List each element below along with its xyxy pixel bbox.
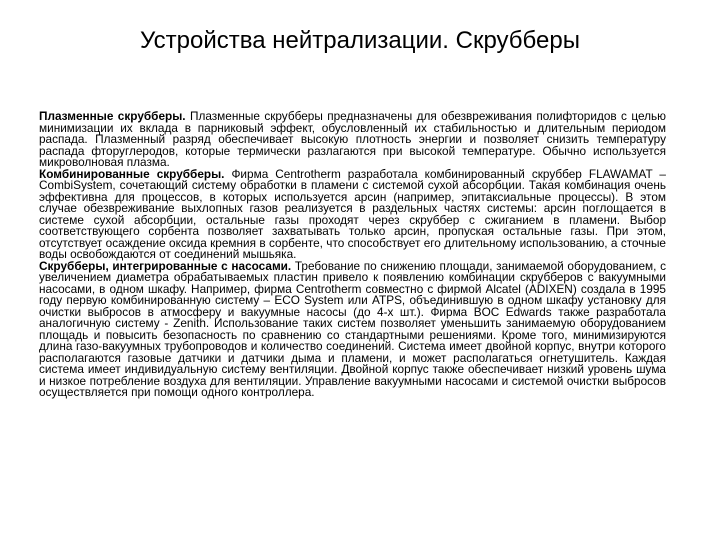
paragraph-text: Плазменные скрубберы предназначены для обезвреживания полифторидов с целью минимизации их вклада в парниковый эффект, обусловленный их стабильностью и длительным периодом распада. Плазменный разряд обеспечивает высокую плотность энергии и позволяет снизить температуру распада фторуглеродов, которые термически разлагаются при высокой температуре. Обычно используется микроволновая плазма. <box>39 109 667 169</box>
paragraph-heading: Комбинированные скрубберы. <box>39 166 225 181</box>
paragraph-plasma-scrubbers <box>39 111 666 169</box>
paragraph-pump-integrated-scrubbers <box>39 258 667 399</box>
paragraph-heading: Плазменные скрубберы. <box>39 109 186 123</box>
paragraph-text: Фирма Centrotherm разработала комбинированный скруббер FLAWAMAT – CombiSystem, сочетающий систему обработки в пламени с системой сухой абсорбции. Такая комбинация очень эффективна для процессов, в которых используется арсин (например, эпитаксиальные процессы). В этом случае обезвреживание выхлопных газов реализуется в раздельных частях системы: арсин поглощается в системе сухой абсорбции, остальные газы проходят через скруббер с сжиганием в пламени. Выбор соответствующего сорбента позволяет захватывать только арсин, пропуская остальные газы. При этом, отсутствует осаждение оксида кремния в сорбенте, что способствует его длительному использованию, а сточные воды освобождаются от соединений мышьяка. <box>39 166 666 261</box>
paragraph-combined-scrubbers <box>39 166 666 261</box>
paragraph-text: Требование по снижению площади, занимаемой оборудованием, с увеличением диаметра обрабатываемых пластин привело к появлению комбинации скрубберов с вакуумными насосами, в одном шкафу. Например, фирма Centrotherm совместно с фирмой Alcatel (ADIXEN) создала в 1995 году первую комбинированную систему – ECO System или ATPS, объединившую в одном шкафу установку для очистки выбросов в атмосферу и вакуумные насосы (до 4-х шт.). Фирма BOC Edwards также разработала аналогичную систему - Zenith. Использование таких систем позволяет уменьшить занимаемую оборудованием площадь и повысить безопасность по сравнению со стандартными решениями. Кроме того, минимизируются длина газо-вакуумных трубопроводов и количество соединений. Система имеет двойной корпус, внутри которого располагаются газовые датчики и датчики дыма и пламени, и может располагаться огнетушитель. Каждая система имеет индивидуальную систему вентиляции. Двойной корпус также обеспечивает низкий уровень шума и низкое потребление воздуха для вентиляции. Управление вакуумными насосами и системой очистки выбросов осуществляется при помощи одного контроллера. <box>39 258 667 399</box>
slide-body <box>39 111 666 399</box>
paragraph-heading: Скрубберы, интегрированные с насосами. <box>39 258 292 273</box>
slide-title: Устройства нейтрализации. Скрубберы <box>140 27 580 54</box>
